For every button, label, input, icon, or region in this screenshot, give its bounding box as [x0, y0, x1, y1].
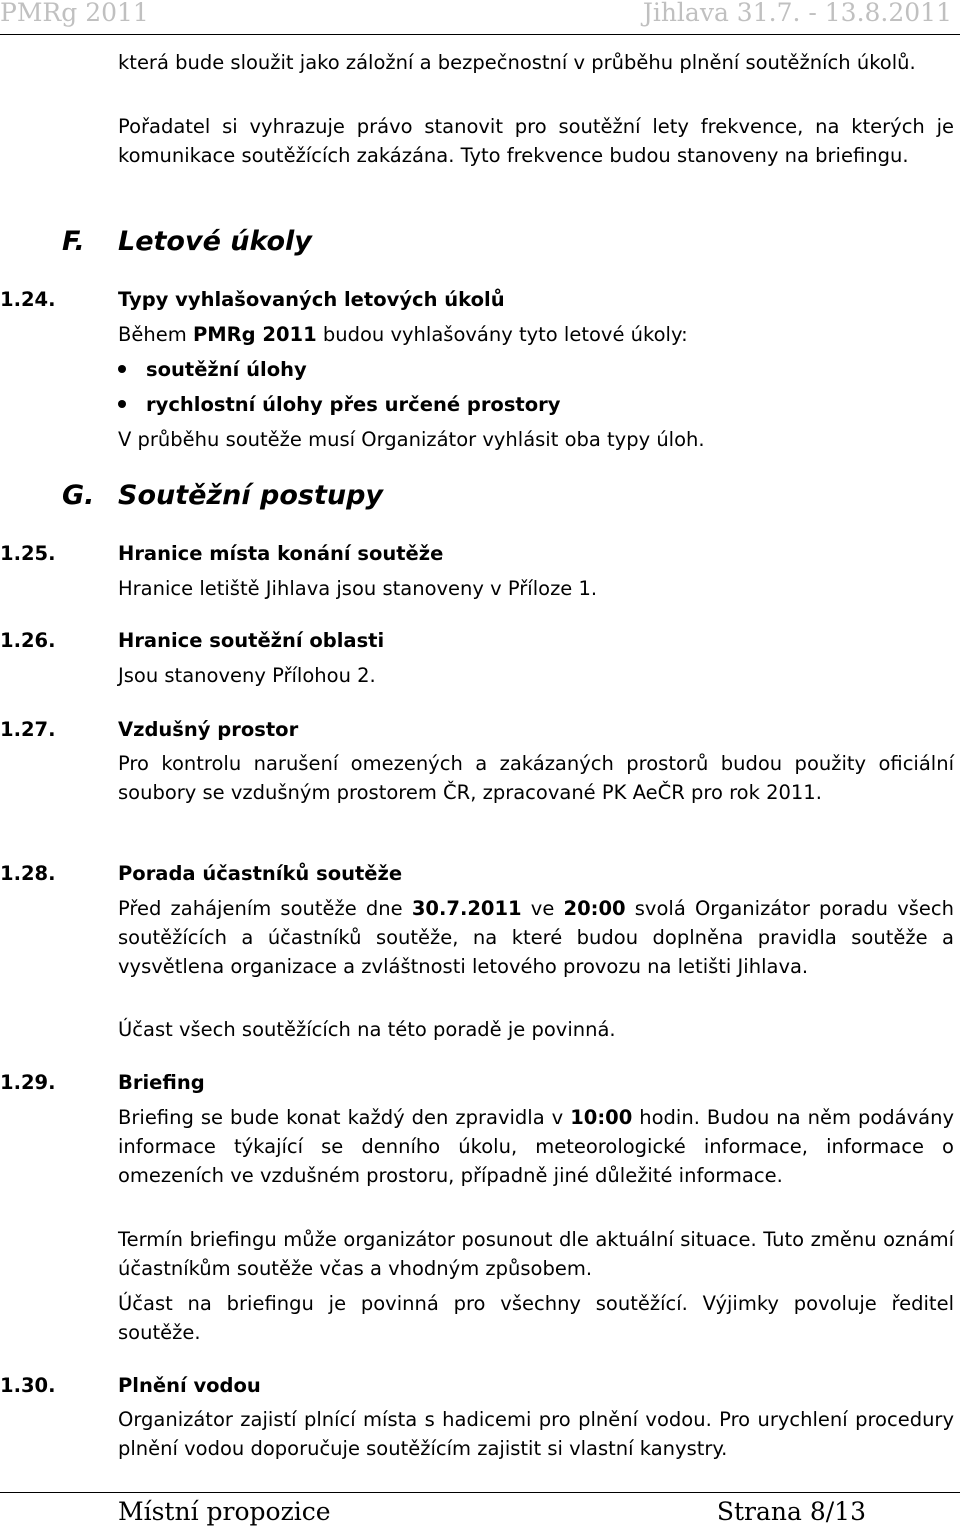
clause-1-27-number: 1.27. [0, 718, 56, 741]
briefing-time: 10:00 [570, 1106, 633, 1129]
page-header [0, 0, 960, 30]
footer-rule [0, 1492, 960, 1493]
meeting-time: 20:00 [563, 897, 626, 920]
section-f-letter: F. [62, 226, 85, 257]
list-item [118, 390, 560, 419]
text-run: hodin. Budou na něm podávány informace týkající se denního úkolu, meteorologické informace, informace o omezeních ve vzdušném prostoru, případně jiné důležité informace. [118, 1106, 954, 1187]
bullet-icon [118, 390, 146, 419]
clause-1-29-paragraph-2: Termín briefingu může organizátor posunout dle aktuální situace. Tuto změnu oznámí účastníkům soutěže včas a vhodným způsobem. [118, 1228, 954, 1280]
intro-paragraph-1: která bude sloužit jako záložní a bezpečnostní v průběhu plnění soutěžních úkolů. [118, 51, 916, 74]
clause-1-24-title: Typy vyhlašovaných letových úkolů [118, 288, 505, 311]
clause-1-28-note: Účast všech soutěžících na této poradě je povinná. [118, 1018, 616, 1041]
section-f-title: Letové úkoly [118, 226, 312, 257]
lead-text-c: budou vyhlašovány tyto letové úkoly: [316, 323, 688, 346]
clause-1-28-text [118, 894, 954, 981]
text-run: svolá Organizátor poradu všech soutěžících a účastníků soutěže, na které budou doplněna pravidla soutěže a vysvětlena organizace a zvláštnosti letového provozu na letišti Jihlava. [118, 897, 954, 978]
section-g-title: Soutěžní postupy [118, 480, 384, 511]
header-event-name: PMRg 2011 [0, 0, 149, 27]
clause-1-29-paragraph-3: Účast na briefingu je povinná pro všechny soutěžící. Výjimky povoluje ředitel soutěže. [118, 1292, 954, 1344]
footer-page-number: Strana 8/13 [716, 1497, 866, 1526]
bullet-icon [118, 355, 146, 384]
clause-1-24-lead [118, 320, 954, 349]
clause-1-29-text [118, 1103, 954, 1190]
text-run: Před zahájením soutěže dne [118, 897, 412, 920]
clause-1-29-title: Briefing [118, 1071, 205, 1094]
clause-1-26-number: 1.26. [0, 629, 56, 652]
clause-1-28-number: 1.28. [0, 862, 56, 885]
clause-1-28-title: Porada účastníků soutěže [118, 862, 403, 885]
meeting-date: 30.7.2011 [411, 897, 522, 920]
footer-document-name: Místní propozice [118, 1497, 331, 1526]
header-event-dates: Jihlava 31.7. - 13.8.2011 [642, 0, 952, 27]
clause-1-26-title: Hranice soutěžní oblasti [118, 629, 385, 652]
lead-event-name: PMRg 2011 [192, 323, 317, 346]
header-rule [0, 34, 960, 35]
clause-1-24-after: V průběhu soutěže musí Organizátor vyhlásit oba typy úloh. [118, 428, 705, 451]
section-g-letter: G. [62, 480, 95, 511]
clause-1-25-number: 1.25. [0, 542, 56, 565]
clause-1-24-number: 1.24. [0, 288, 56, 311]
list-item-text: rychlostní úlohy přes určené prostory [146, 393, 561, 416]
clause-1-30-title: Plnění vodou [118, 1374, 261, 1397]
clause-1-25-text: Hranice letiště Jihlava jsou stanoveny v Příloze 1. [118, 577, 598, 600]
clause-1-27-text: Pro kontrolu narušení omezených a zakázaných prostorů budou použity oficiální soubory se vzdušným prostorem ČR, zpracované PK AeČR pro rok 2011. [118, 752, 954, 804]
clause-1-26-text: Jsou stanoveny Přílohou 2. [118, 664, 376, 687]
clause-1-30-number: 1.30. [0, 1374, 56, 1397]
clause-1-27-title: Vzdušný prostor [118, 718, 299, 741]
text-run: Briefing se bude konat každý den zpravidla v [118, 1106, 571, 1129]
intro-paragraph-2: Pořadatel si vyhrazuje právo stanovit pro soutěžní lety frekvence, na kterých je komunikace soutěžících zakázána. Tyto frekvence budou stanoveny na briefingu. [118, 115, 954, 167]
lead-text-a: Během [118, 323, 193, 346]
clause-1-25-title: Hranice místa konání soutěže [118, 542, 444, 565]
clause-1-29-number: 1.29. [0, 1071, 56, 1094]
clause-1-30-text: Organizátor zajistí plnící místa s hadicemi pro plnění vodou. Pro urychlení procedury plnění vodou doporučuje soutěžícím zajistit si vlastní kanystry. [118, 1408, 954, 1460]
text-run: ve [521, 897, 564, 920]
list-item [118, 355, 307, 384]
list-item-text: soutěžní úlohy [146, 358, 307, 381]
